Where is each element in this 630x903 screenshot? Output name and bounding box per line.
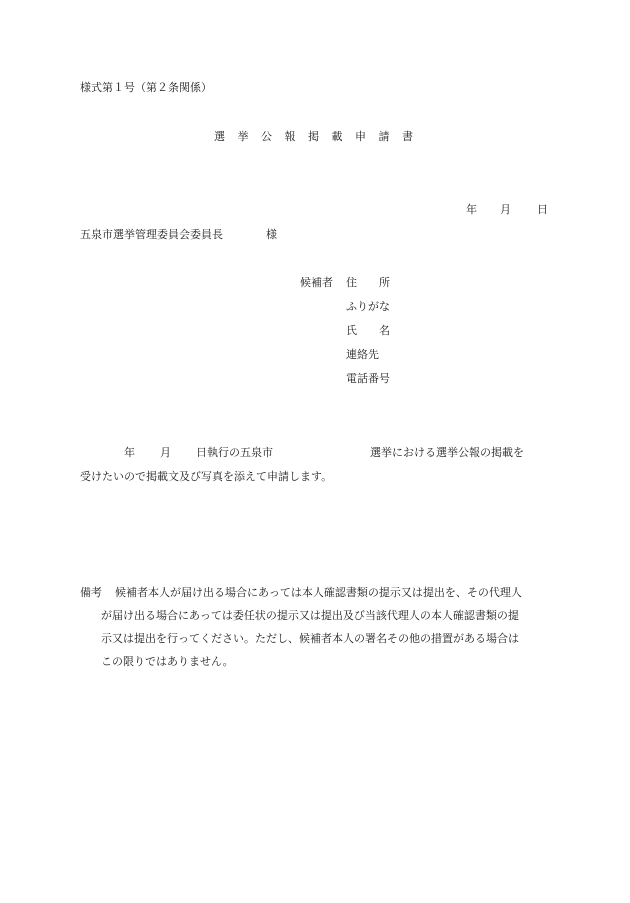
body-text-segment-1: 日執行の五泉市	[196, 446, 273, 459]
body-month-label: 月	[160, 446, 171, 459]
form-number: 様式第１号（第２条関係）	[80, 81, 212, 94]
remarks-line: 示又は提出を行ってください。ただし、候補者本人の署名その他の措置がある場合は	[101, 632, 519, 645]
phone-field-label: 電話番号	[346, 372, 390, 385]
date-month-label: 月	[500, 203, 511, 216]
date-year-label: 年	[466, 203, 477, 216]
remarks-line: 候補者本人が届け出る場合にあっては本人確認書類の提示又は提出を、その代理人	[115, 586, 522, 599]
date-day-label: 日	[537, 203, 548, 216]
body-text-line-2: 受けたいので掲載文及び写真を添えて申請します。	[80, 470, 333, 483]
body-text-segment-2: 選挙における選挙公報の掲載を	[370, 446, 524, 459]
remarks-label: 備考	[80, 586, 102, 599]
addressee-name: 五泉市選挙管理委員会委員長	[80, 228, 223, 241]
contact-field-label: 連絡先	[346, 348, 379, 361]
name-field-label: 氏 名	[346, 324, 390, 337]
addressee-honorific: 様	[266, 228, 277, 241]
furigana-field-label: ふりがな	[346, 300, 390, 313]
address-field-label: 住 所	[346, 276, 390, 289]
body-year-label: 年	[124, 446, 135, 459]
candidate-role-label: 候補者	[300, 276, 333, 289]
remarks-line: が届け出る場合にあっては委任状の提示又は提出及び当該代理人の本人確認書類の提	[101, 609, 519, 622]
remarks-line: この限りではありません。	[101, 655, 234, 668]
document-title: 選挙公報掲載申請書	[214, 130, 426, 143]
